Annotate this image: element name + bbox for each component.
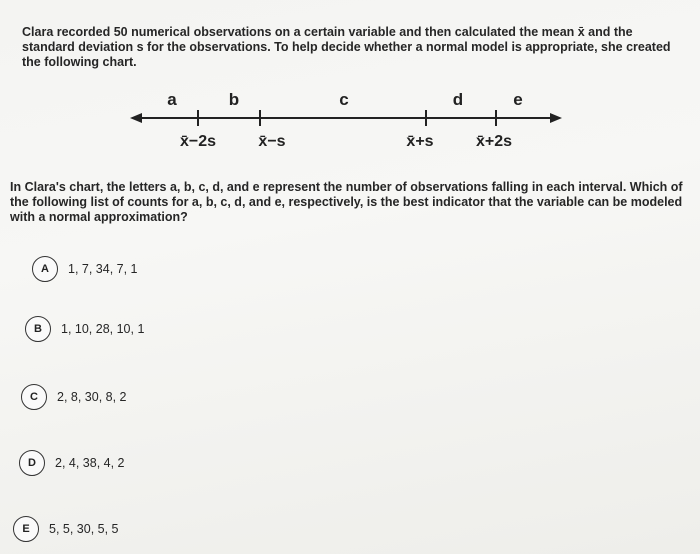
choice-letter-badge: B [25, 316, 51, 342]
interval-label-a: a [167, 90, 177, 109]
answer-choice-a[interactable] [32, 256, 138, 282]
choice-letter-badge: A [32, 256, 58, 282]
choice-text: 1, 10, 28, 10, 1 [61, 322, 145, 336]
question-text: In Clara's chart, the letters a, b, c, d, and e represent the number of observations falling in each interval. Which of the following list of counts for a, b, c, d, and e, respectively, is the best indicator that the variable can be modeled with a normal approximation? [10, 180, 683, 224]
tick-label-mean-minus-2s: x̄−2s [179, 133, 217, 150]
tick-label-mean-plus-s: x̄+s [406, 133, 434, 150]
problem-statement: Clara recorded 50 numerical observations on a certain variable and then calculated the mean x̄ and the standard deviation s for the observations. To help decide whether a normal model is appropriate, she created the following chart. [22, 25, 671, 69]
choice-text: 5, 5, 30, 5, 5 [49, 522, 119, 536]
tick-label-mean-minus-s: x̄−s [258, 133, 286, 150]
answer-choice-e[interactable] [13, 516, 119, 542]
choice-letter-badge: C [21, 384, 47, 410]
interval-label-e: e [513, 90, 523, 109]
number-line-chart [130, 80, 570, 160]
choice-text: 2, 8, 30, 8, 2 [57, 390, 127, 404]
choice-letter-badge: D [19, 450, 45, 476]
interval-label-c: c [339, 90, 349, 109]
interval-label-d: d [452, 90, 464, 109]
interval-label-b: b [228, 90, 240, 109]
tick-label-mean-plus-2s: x̄+2s [475, 133, 513, 150]
answer-choice-d[interactable] [19, 450, 125, 476]
answer-choice-c[interactable] [21, 384, 127, 410]
right-arrow-head [550, 113, 562, 123]
choice-text: 1, 7, 34, 7, 1 [68, 262, 138, 276]
choice-letter-badge: E [13, 516, 39, 542]
left-arrow-head [130, 113, 142, 123]
answer-choice-b[interactable] [25, 316, 144, 342]
choice-text: 2, 4, 38, 4, 2 [55, 456, 125, 470]
